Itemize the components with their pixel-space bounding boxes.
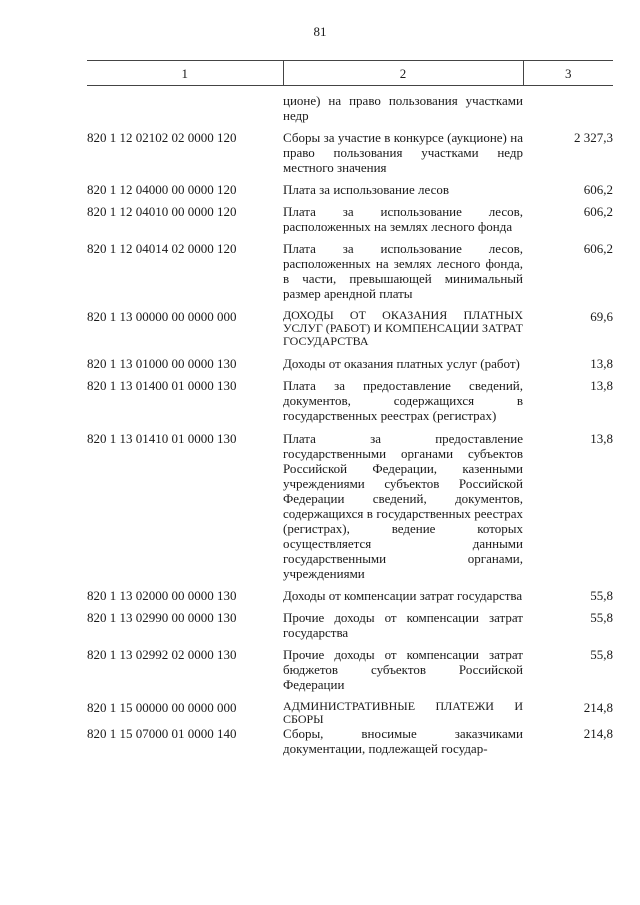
revenue-name: Плата за использование лесов, расположенных на землях лесного фонда, в части, превышающей минимальный размер арендной платы <box>283 241 523 301</box>
budget-code <box>87 86 283 124</box>
table-row <box>87 726 613 756</box>
budget-code: 820 1 15 07000 01 0000 140 <box>87 726 237 741</box>
amount: 606,2 <box>583 182 613 197</box>
budget-code: 820 1 13 01410 01 0000 130 <box>87 431 237 446</box>
amount: 13,8 <box>590 356 613 371</box>
table-row <box>87 234 613 301</box>
budget-code: 820 1 13 01400 01 0000 130 <box>87 378 237 393</box>
revenue-name: Прочие доходы от компенсации затрат государства <box>283 610 523 640</box>
amount: 13,8 <box>590 431 613 446</box>
column-header-name: 2 <box>283 61 523 86</box>
budget-code: 820 1 12 04010 00 0000 120 <box>87 204 237 219</box>
table-row <box>87 197 613 234</box>
table-row <box>87 175 613 197</box>
amount: 606,2 <box>583 241 613 256</box>
revenue-name: Плата за предоставление государственными органами субъектов Российской Федерации, казенными учреждениями субъектов Российской Федерации сведений, документов, содержащихся в государственных реестрах (регистрах), ведение которых осуществляется данными государственными органами, учреждениями <box>283 431 523 581</box>
revenue-name: Сборы, вносимые заказчиками документации, подлежащей государ- <box>283 726 523 756</box>
table-body <box>87 86 613 757</box>
revenue-name: ционе) на право пользования участками недр <box>283 93 523 123</box>
budget-code: 820 1 13 02990 00 0000 130 <box>87 610 237 625</box>
amount: 69,6 <box>590 309 613 324</box>
budget-code: 820 1 13 02992 02 0000 130 <box>87 647 237 662</box>
table-row <box>87 371 613 423</box>
column-header-code: 1 <box>87 61 283 86</box>
amount: 13,8 <box>590 378 613 393</box>
revenue-name: Плата за использование лесов <box>283 182 449 197</box>
budget-code: 820 1 12 02102 02 0000 120 <box>87 130 237 145</box>
budget-code: 820 1 13 00000 00 0000 000 <box>87 309 237 324</box>
revenue-name: Доходы от компенсации затрат государства <box>283 588 523 603</box>
budget-code: 820 1 13 02000 00 0000 130 <box>87 588 237 603</box>
revenue-name: Доходы от оказания платных услуг (работ) <box>283 356 520 371</box>
amount: 55,8 <box>590 647 613 662</box>
table-row <box>87 640 613 692</box>
amount: 55,8 <box>590 588 613 603</box>
amount: 2 327,3 <box>574 130 613 145</box>
budget-code: 820 1 15 00000 00 0000 000 <box>87 700 237 715</box>
amount: 214,8 <box>583 726 613 741</box>
revenue-name: Прочие доходы от компенсации затрат бюджетов субъектов Российской Федерации <box>283 647 523 692</box>
amount: 606,2 <box>583 204 613 219</box>
revenue-name: Плата за предоставление сведений, документов, содержащихся в государственных реестрах (регистрах) <box>283 378 523 423</box>
table-row <box>87 692 613 726</box>
amount <box>523 86 613 124</box>
revenue-name: АДМИНИСТРАТИВНЫЕ ПЛАТЕЖИ И СБОРЫ <box>283 699 523 726</box>
page-number: 81 <box>313 24 327 39</box>
revenue-name: Сборы за участие в конкурсе (аукционе) на право пользования участками недр местного значения <box>283 130 523 175</box>
amount: 55,8 <box>590 610 613 625</box>
table-row <box>87 86 613 124</box>
table-row <box>87 423 613 581</box>
budget-code: 820 1 13 01000 00 0000 130 <box>87 356 237 371</box>
table-header-row <box>87 61 613 86</box>
revenue-name: ДОХОДЫ ОТ ОКАЗАНИЯ ПЛАТНЫХ УСЛУГ (РАБОТ) И КОМПЕНСАЦИИ ЗАТРАТ ГОСУДАРСТВА <box>283 308 523 348</box>
table-row <box>87 301 613 348</box>
table-row <box>87 603 613 640</box>
budget-code: 820 1 12 04000 00 0000 120 <box>87 182 237 197</box>
table-row <box>87 581 613 603</box>
table-row <box>87 123 613 175</box>
table-row <box>87 348 613 371</box>
revenue-name: Плата за использование лесов, расположенных на землях лесного фонда <box>283 204 523 234</box>
amount: 214,8 <box>583 700 613 715</box>
column-header-value: 3 <box>523 61 613 86</box>
revenue-table <box>87 60 613 756</box>
budget-code: 820 1 12 04014 02 0000 120 <box>87 241 237 256</box>
